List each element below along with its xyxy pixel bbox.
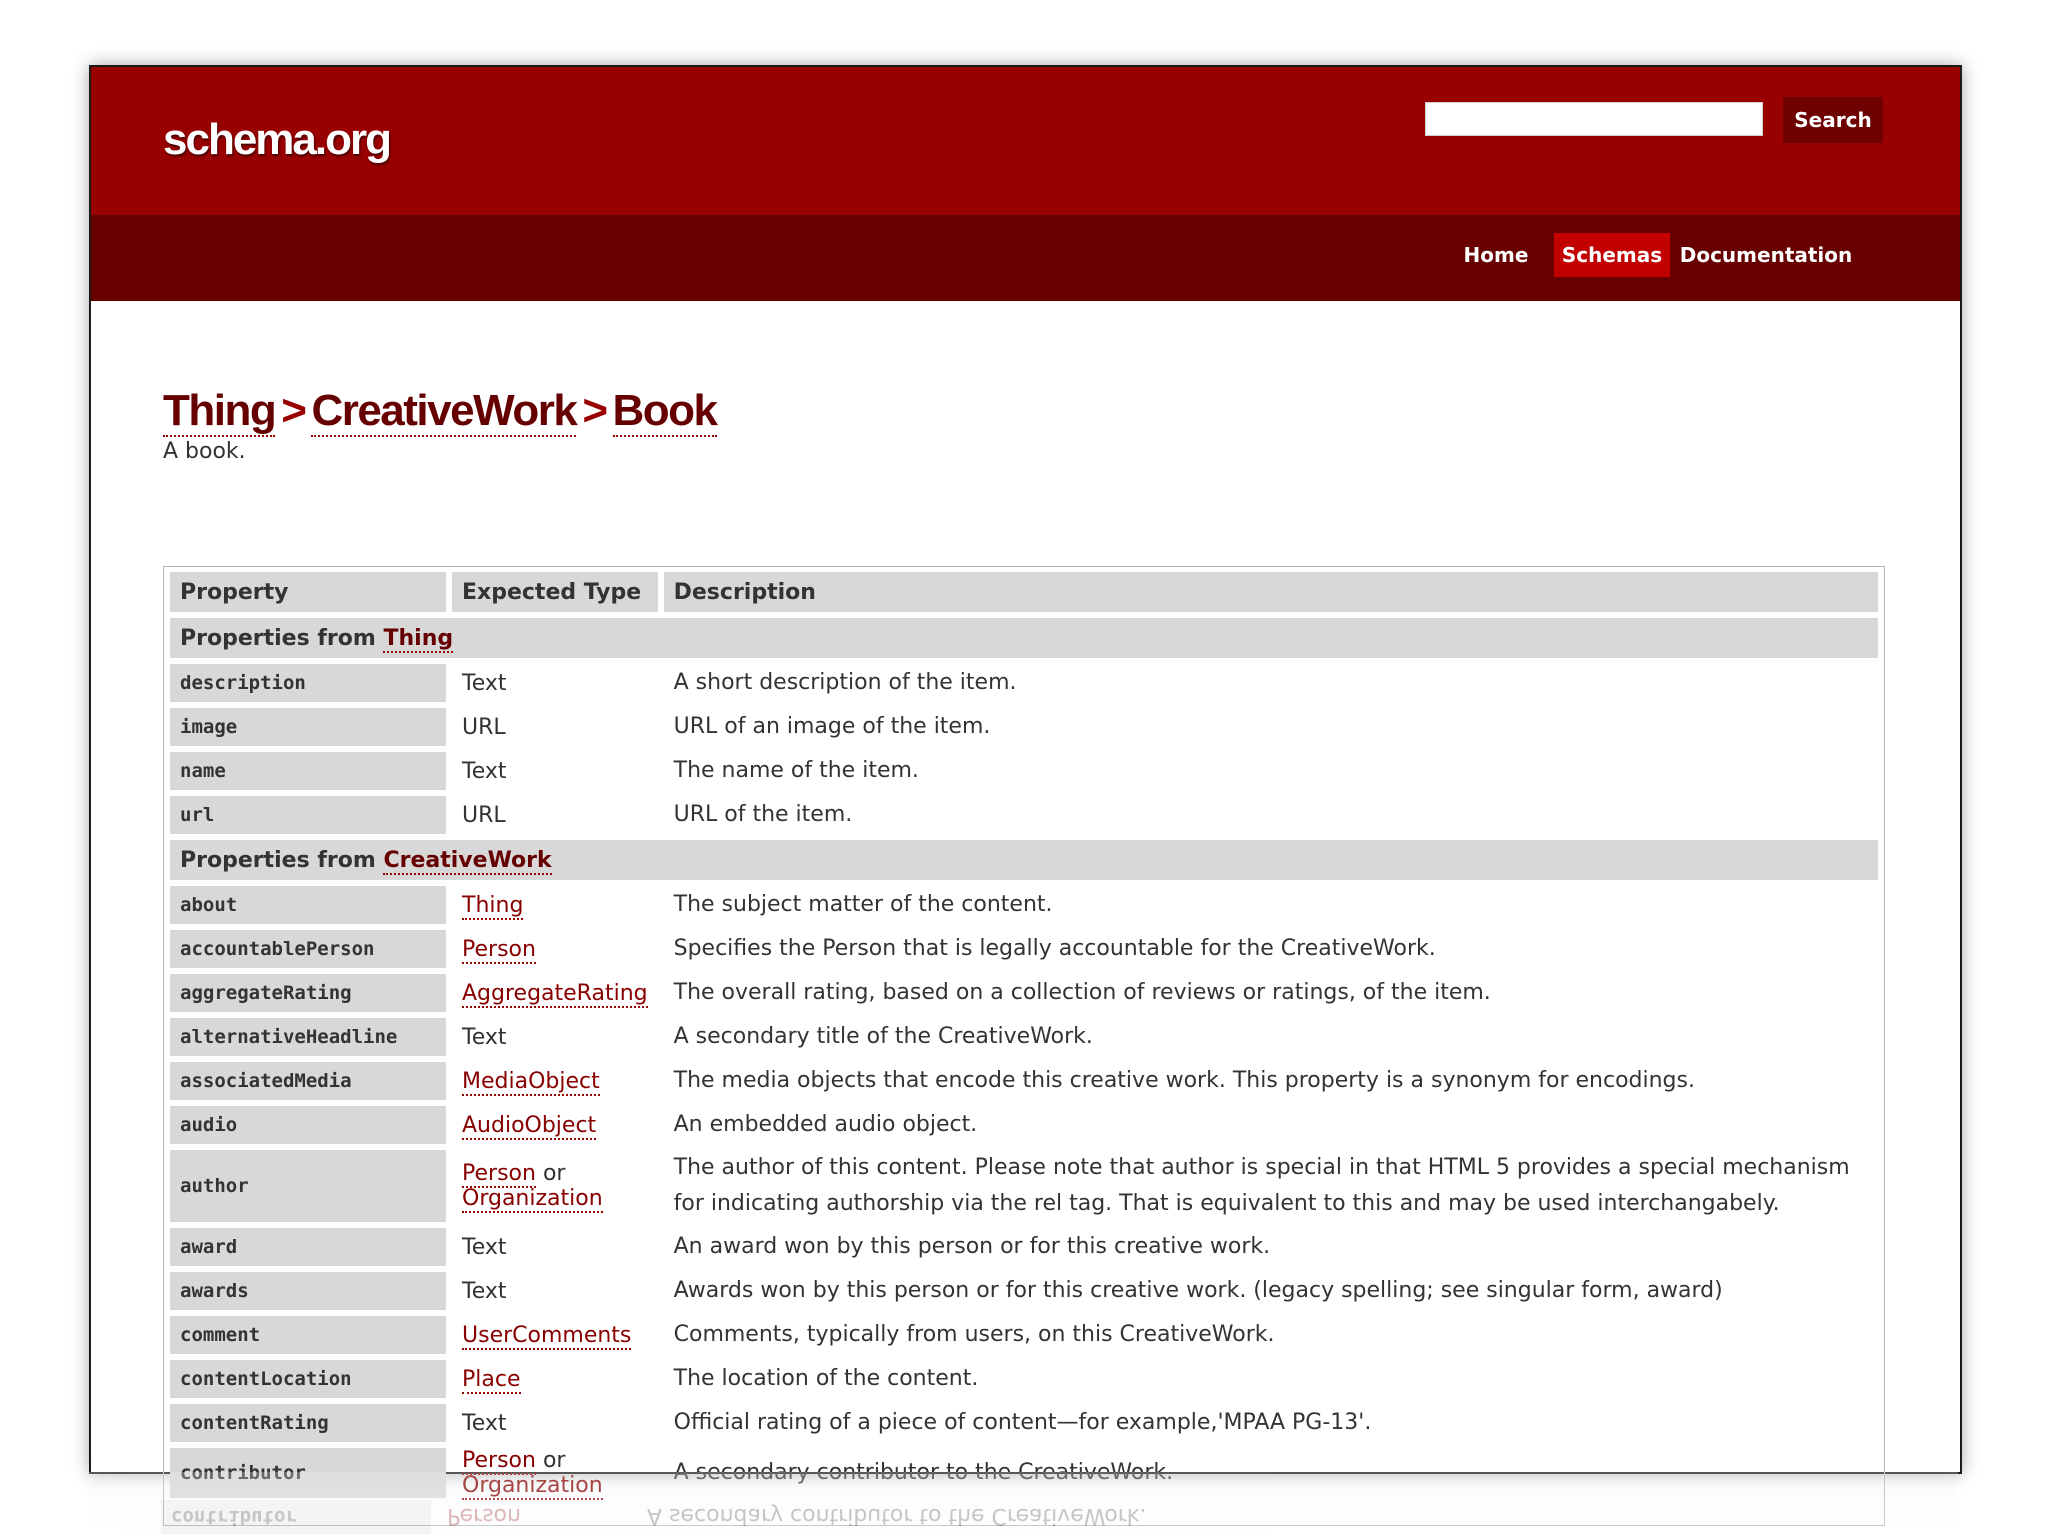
nav-home[interactable]: Home [1463,243,1529,267]
table-row [170,1150,1878,1222]
property-name[interactable]: alternativeHeadline [170,1018,446,1056]
table-row [170,886,1878,924]
properties-table-container [163,566,1885,1526]
expected-type-cell [452,1228,658,1266]
type-link[interactable]: Thing [462,892,524,918]
expected-type-cell [452,930,658,968]
type-text: Text [462,1278,507,1304]
property-description: The name of the item. [673,758,919,783]
breadcrumb-creativework[interactable]: CreativeWork [311,386,577,435]
property-description: The media objects that encode this creative work. This property is a synonym for encodings. [673,1068,1695,1093]
property-description: A short description of the item. [673,670,1017,695]
property-name[interactable]: comment [170,1316,446,1354]
type-link[interactable]: Person [462,1161,536,1186]
property-description: URL of an image of the item. [673,714,991,739]
property-name[interactable]: associatedMedia [170,1062,446,1100]
property-name[interactable]: image [170,708,446,746]
expected-type-cell [452,1062,658,1100]
page-subtitle: A book. [163,439,246,464]
group-heading [170,840,1878,880]
expected-type-cell [452,1150,658,1222]
table-row [170,1272,1878,1310]
expected-type-cell [452,664,658,702]
property-description: An award won by this person or for this creative work. [673,1234,1271,1259]
property-description: URL of the item. [673,802,853,827]
search-button[interactable]: Search [1783,97,1883,143]
type-joiner: or [542,1448,566,1473]
property-description: The overall rating, based on a collection of reviews or ratings, of the item. [673,980,1491,1005]
table-body [170,618,1878,1498]
main-nav [91,215,1960,301]
expected-type-cell [452,1316,658,1354]
table-row [170,1404,1878,1442]
table-row [170,1228,1878,1266]
property-name[interactable]: about [170,886,446,924]
table-row [170,1360,1878,1398]
expected-type-cell [452,752,658,790]
breadcrumb-book[interactable]: Book [612,386,717,435]
property-name[interactable]: contentRating [170,1404,446,1442]
type-text: URL [462,714,506,740]
table-row [170,664,1878,702]
property-name[interactable]: contributor [170,1448,446,1498]
expected-type-cell [452,796,658,834]
page-reflection [89,1472,1958,1536]
type-link[interactable]: UserComments [462,1322,632,1348]
reflection-property: contributor [161,1500,431,1534]
property-description: Official rating of a piece of content—for example,'MPAA PG-13'. [673,1410,1372,1435]
table-row [170,796,1878,834]
breadcrumb [163,385,1888,437]
table-row [170,1018,1878,1056]
nav-documentation[interactable]: Documentation [1679,243,1853,267]
property-name[interactable]: aggregateRating [170,974,446,1012]
reflection-description: A secondary contributor to the CreativeWork. [647,1503,1147,1528]
property-description: Specifies the Person that is legally accountable for the CreativeWork. [673,936,1436,961]
expected-type-cell [452,1106,658,1144]
header-description: Description [664,572,1878,612]
type-text: Text [462,670,507,696]
breadcrumb-separator: > [582,386,607,435]
expected-type-cell [452,974,658,1012]
type-joiner: or [542,1161,566,1186]
property-description: Awards won by this person or for this creative work. (legacy spelling; see singular form, award) [673,1278,1723,1303]
property-name[interactable]: accountablePerson [170,930,446,968]
type-link[interactable]: Person [462,1448,536,1473]
group-prefix: Properties from [180,625,376,651]
expected-type-cell [452,1404,658,1442]
group-prefix: Properties from [180,847,376,873]
properties-table [164,566,1884,1504]
property-description: The author of this content. Please note that author is special in that HTML 5 provides a special mechanism for indicating authorship via the rel tag. That is equivalent to this and may be used interchangabely. [673,1155,1850,1216]
group-row [170,840,1878,880]
type-link[interactable]: Person [462,936,536,962]
table-row [170,1316,1878,1354]
property-name[interactable]: audio [170,1106,446,1144]
type-text: Text [462,1234,507,1260]
site-header [91,67,1960,215]
group-source-link[interactable]: CreativeWork [383,847,552,873]
type-text: Text [462,1024,507,1050]
property-description: The location of the content. [673,1366,979,1391]
reflection-type: Person [447,1503,521,1528]
property-name[interactable]: contentLocation [170,1360,446,1398]
type-link[interactable]: AggregateRating [462,980,648,1006]
table-row [170,708,1878,746]
type-link[interactable]: MediaObject [462,1068,600,1094]
expected-type-cell [452,1018,658,1056]
property-name[interactable]: author [170,1150,446,1222]
header-property: Property [170,572,446,612]
type-link[interactable]: Place [462,1366,521,1392]
type-link[interactable]: AudioObject [462,1112,597,1138]
type-text: Text [462,758,507,784]
expected-type-cell [452,1360,658,1398]
table-row [170,1106,1878,1144]
page-content [163,385,1888,464]
property-description: An embedded audio object. [673,1112,978,1137]
nav-schemas[interactable]: Schemas [1554,233,1670,277]
property-description: Comments, typically from users, on this CreativeWork. [673,1322,1275,1347]
group-heading [170,618,1878,658]
type-link[interactable]: Organization [462,1186,603,1211]
group-row [170,618,1878,658]
table-row [170,930,1878,968]
property-name[interactable]: name [170,752,446,790]
breadcrumb-separator: > [281,386,306,435]
search-input[interactable] [1425,102,1763,136]
table-row [170,752,1878,790]
type-text: Text [462,1410,507,1436]
site-logo[interactable]: schema.org [163,115,390,164]
table-row [170,974,1878,1012]
type-link[interactable]: Organization [462,1473,603,1498]
browser-page-frame [89,65,1962,1498]
breadcrumb-thing[interactable]: Thing [163,386,276,435]
expected-type-cell [452,708,658,746]
property-description: A secondary contributor to the CreativeWork. [673,1460,1174,1485]
property-description: A secondary title of the CreativeWork. [673,1024,1093,1049]
property-description: The subject matter of the content. [673,892,1053,917]
table-header-row [170,572,1878,612]
property-name[interactable]: awards [170,1272,446,1310]
table-row [170,1062,1878,1100]
expected-type-cell [452,886,658,924]
property-name[interactable]: description [170,664,446,702]
reflection-row [161,1474,1883,1534]
group-source-link[interactable]: Thing [383,625,454,651]
property-name[interactable]: award [170,1228,446,1266]
type-text: URL [462,802,506,828]
property-name[interactable]: url [170,796,446,834]
header-expected-type: Expected Type [452,572,658,612]
expected-type-cell [452,1272,658,1310]
